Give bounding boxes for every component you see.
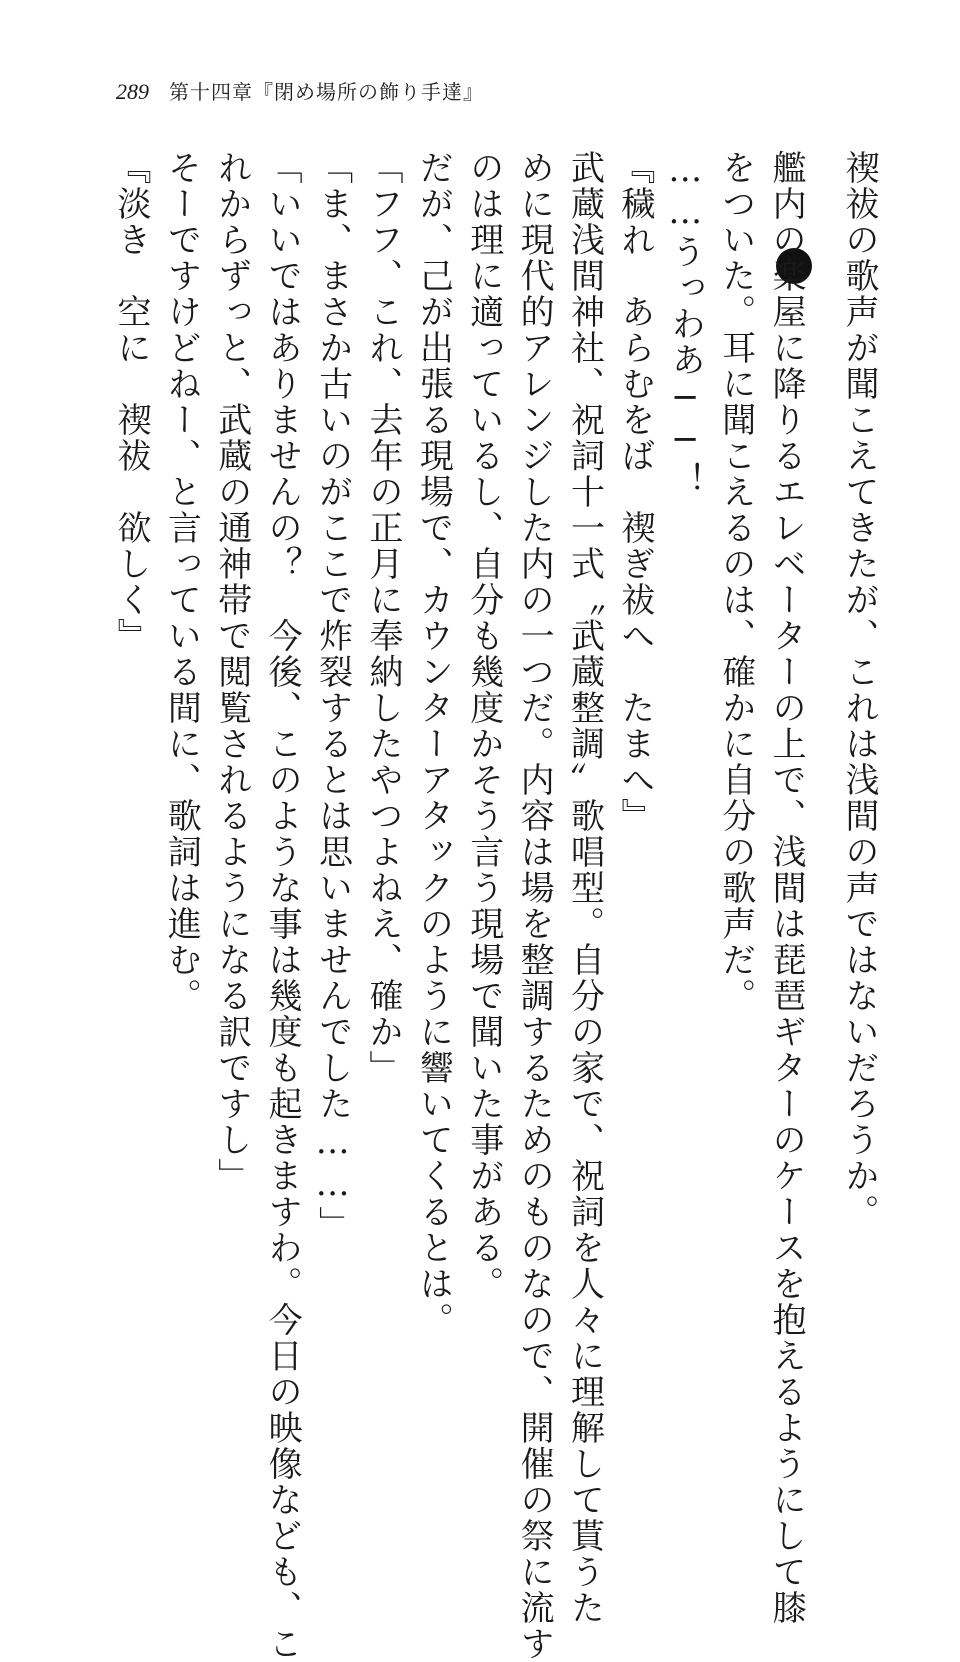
- text-line: そーですけどねー、と言っている間に、歌詞は進む。: [161, 150, 202, 1014]
- text-line: ……うっわあ──！: [665, 150, 706, 498]
- text-line: 『穢れ あらむをば 禊ぎ祓へ たまへ』: [614, 150, 655, 834]
- page-number: 289: [116, 79, 149, 104]
- text-line: れからずっと、武蔵の通神帯で閲覧されるようになる訳ですし」: [211, 150, 252, 1194]
- text-line: のは理に適っているし、自分も幾度かそう言う現場で聞いた事がある。: [463, 150, 504, 1302]
- text-line: 禊祓の歌声が聞こえてきたが、これは浅間の声ではないだろうか。: [839, 150, 879, 1230]
- text-line: 艦内の楽屋に降りるエレベーターの上で、浅間は琵琶ギターのケースを抱えるようにして膝: [766, 150, 807, 1626]
- text-line: 武蔵浅間神社、祝詞十一式〝武蔵整調〟歌唱型。自分の家で、祝詞を人々に理解して貰うた: [564, 150, 605, 1626]
- text-line: 「フフ、これ、去年の正月に奉納したやつよねえ、確か」: [362, 150, 403, 1086]
- chapter-title: 第十四章『閉め場所の飾り手達』: [169, 80, 484, 104]
- text-line: 「いいではありませんの？ 今後、このような事は幾度も起きますわ。今日の映像なども、こ: [262, 150, 303, 1662]
- text-line: をついた。耳に聞こえるのは、確かに自分の歌声だ。: [715, 150, 756, 1014]
- text-line: めに現代的アレンジした内の一つだ。内容は場を整調するためのものなので、開催の祭に流す: [514, 150, 555, 1662]
- body-text: [110, 150, 880, 1662]
- text-line: 『淡き 空に 禊祓 欲しく』: [111, 150, 151, 654]
- page-header: [116, 76, 484, 106]
- text-line: だが、己が出張る現場で、カウンターアタックのように響いてくるとは。: [413, 150, 454, 1338]
- text-line: 「ま、まさか古いのがここで炸裂するとは思いませんでした……」: [312, 150, 353, 1242]
